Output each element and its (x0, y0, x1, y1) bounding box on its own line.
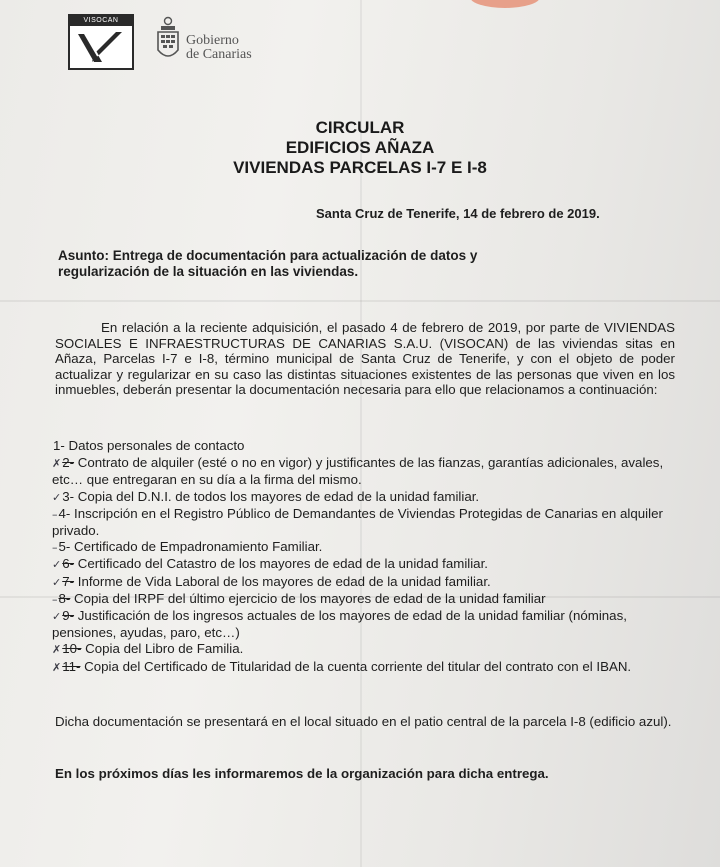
subject (58, 248, 578, 280)
list-item (52, 539, 680, 556)
closing-paragraph: Dicha documentación se presentará en el local situado en el patio central de la parcela I-8 (edificio azul). (55, 714, 672, 729)
item-text: Copia del Libro de Familia. (85, 641, 244, 657)
list-item (52, 574, 680, 591)
hand-mark: ✗ (52, 660, 62, 674)
list-item (52, 489, 680, 506)
item-text: Copia del IRPF del último ejercicio de los mayores de edad de la unidad familiar (74, 590, 546, 606)
canarias-shield-icon (155, 16, 181, 64)
hand-mark: ✓ (52, 575, 62, 589)
list-item (52, 556, 680, 573)
visocan-v-icon (76, 28, 126, 66)
item-number: 4- (58, 505, 71, 521)
hand-mark: ✓ (52, 490, 62, 504)
item-text: Certificado del Catastro de los mayores de edad de la unidad familiar. (77, 556, 488, 572)
item-number: 8- (58, 590, 71, 606)
hand-mark: ✗ (52, 457, 62, 471)
document-list (52, 438, 680, 676)
hand-mark: ✓ (52, 558, 62, 572)
hand-mark: ✗ (52, 643, 62, 657)
visocan-logo-band: VISOCAN (70, 16, 132, 26)
visocan-logo (68, 14, 134, 70)
title-edificios: EDIFICIOS AÑAZA (285, 138, 435, 157)
list-item (52, 608, 680, 641)
gov-line1: Gobierno (186, 33, 239, 48)
item-text: Justificación de los ingresos actuales de los mayores de edad de la unidad familiar (nóminas, pensiones, ayudas, paro, etc…) (52, 608, 627, 641)
gov-line2: de Canarias (186, 47, 252, 62)
hand-mark: – (52, 541, 58, 555)
item-text: Contrato de alquiler (esté o no en vigor) y justificantes de las fianzas, garantías adicionales, avales, etc… que entregaran en su día a la firma del mismo. (52, 455, 664, 488)
item-text: Copia del Certificado de Titularidad de la cuenta corriente del titular del contrato con el IBAN. (84, 658, 632, 674)
item-number: 1- (53, 438, 65, 453)
document-date: Santa Cruz de Tenerife, 14 de febrero de 2019. (316, 206, 600, 221)
list-item (52, 506, 680, 539)
item-number: 11- (62, 658, 81, 674)
list-item (52, 641, 680, 658)
item-text: Informe de Vida Laboral de los mayores de edad de la unidad familiar. (77, 573, 491, 589)
list-item (52, 455, 680, 488)
title-viviendas: VIVIENDAS PARCELAS I-7 E I-8 (233, 158, 487, 177)
title-circular: CIRCULAR (315, 118, 405, 137)
item-number: 7- (62, 573, 75, 589)
hand-mark: – (52, 507, 58, 521)
intro-paragraph (55, 320, 675, 398)
subject-line1: Asunto: Entrega de documentación para actualización de datos y (58, 248, 478, 263)
item-text: Datos personales de contacto (68, 438, 245, 453)
item-text: Certificado de Empadronamiento Familiar. (74, 539, 323, 555)
list-item (52, 438, 680, 455)
item-number: 3- (62, 488, 75, 504)
item-number: 2- (62, 455, 75, 471)
final-paragraph: En los próximos días les informaremos de la organización para dicha entrega. (55, 766, 549, 781)
finger-edge (470, 0, 540, 8)
item-number: 6- (62, 556, 75, 572)
item-number: 5- (58, 539, 71, 555)
gobierno-canarias-text (186, 34, 252, 62)
item-number: 9- (62, 608, 75, 624)
hand-mark: – (52, 592, 58, 606)
list-item (52, 659, 680, 676)
item-number: 10- (62, 641, 82, 657)
item-text: Copia del D.N.I. de todos los mayores de edad de la unidad familiar. (77, 488, 480, 504)
hand-mark: ✓ (52, 610, 62, 624)
list-item (52, 591, 680, 608)
item-text: Inscripción en el Registro Público de Demandantes de Viviendas Protegidas de Canarias en alquiler privado. (52, 505, 663, 539)
intro-text: En relación a la reciente adquisición, el pasado 4 de febrero de 2019, por parte de VIVIENDAS SOCIALES E INFRAESTRUCTURAS DE CANARIAS S.A.U. (VISOCAN) de las viviendas sitas en Añaza, Parcelas I-7 e I-8, término municipal de Santa Cruz de Tenerife, y con el objeto de poder actualizar y regularizar en su caso las distintas situaciones existentes de las personas que viven en los inmuebles, deberán presentar la documentación necesaria para ello que relacionamos a continuación: (55, 320, 675, 398)
subject-line2: regularización de la situación en las viviendas. (58, 264, 359, 279)
